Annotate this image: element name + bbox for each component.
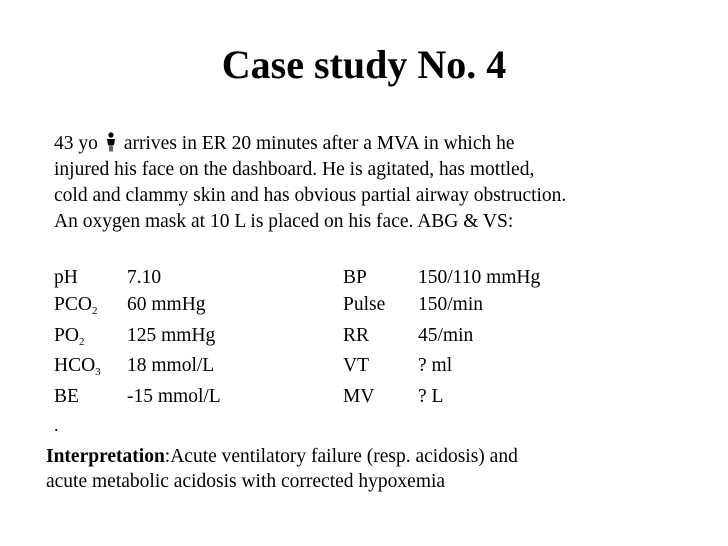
case-line-2: injured his face on the dashboard. He is agitated, has mottled,	[54, 159, 535, 180]
abg-name-po2: $PO_2$	[54, 325, 85, 348]
interpretation-text-1: :Acute ventilatory failure (resp. acidosis) and	[164, 446, 518, 467]
stray-dot: .	[54, 415, 59, 435]
vital-name-mv: MV	[343, 386, 375, 407]
male-symbol-icon	[104, 132, 118, 152]
patient-age: 43 yo	[54, 133, 98, 154]
abg-name-hco3: $HCO_3$	[54, 355, 101, 378]
interpretation-line-1	[46, 444, 706, 469]
abg-name-ph: pH	[54, 267, 78, 288]
abg-value-ph: 7.10	[127, 267, 162, 288]
abg-name-be: BE	[54, 386, 79, 407]
interpretation-label: Interpretation	[46, 446, 165, 467]
vital-value-vt: ? ml	[418, 355, 453, 376]
vital-name-vt: VT	[343, 355, 369, 376]
case-line-4: An oxygen mask at 10 L is placed on his face. ABG & VS:	[54, 211, 514, 232]
abg-value-pco2: 60 mmHg	[127, 294, 206, 315]
case-line-1-text: arrives in ER 20 minutes after a MVA in which he	[123, 133, 515, 154]
vital-name-bp: BP	[343, 267, 367, 288]
abg-value-hco3: 18 mmol/L	[127, 355, 215, 376]
slide-title: Case study No. 4	[221, 42, 507, 87]
vital-value-pulse: 150/min	[418, 294, 484, 315]
interpretation-line-2: acute metabolic acidosis with corrected hypoxemia	[46, 471, 446, 492]
case-description	[54, 131, 714, 235]
vital-name-pulse: Pulse	[343, 294, 386, 315]
interpretation	[46, 444, 706, 494]
abg-value-be: -15 mmol/L	[127, 386, 221, 407]
case-line-3: cold and clammy skin and has obvious partial airway obstruction.	[54, 185, 567, 206]
vital-value-rr: 45/min	[418, 325, 474, 346]
vital-value-bp: 150/110 mmHg	[418, 267, 541, 288]
case-line-1	[54, 131, 714, 157]
abg-name-pco2: $PCO_2$	[54, 294, 98, 317]
vital-name-rr: RR	[343, 325, 370, 346]
abg-value-po2: 125 mmHg	[127, 325, 216, 346]
vital-value-mv: ? L	[418, 386, 444, 407]
